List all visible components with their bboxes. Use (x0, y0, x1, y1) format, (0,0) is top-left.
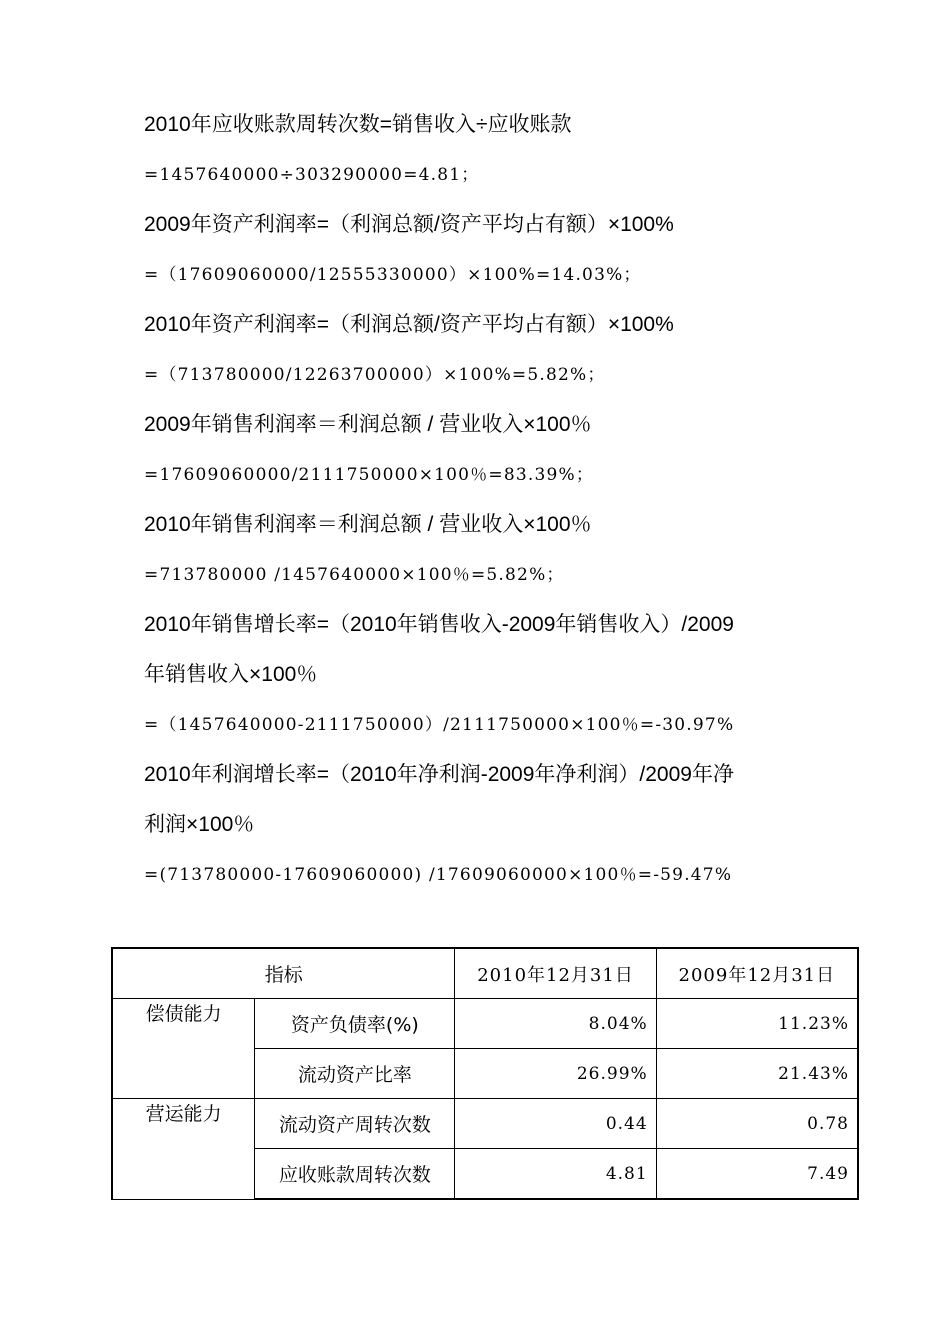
table-row (112, 999, 858, 1049)
formula-line: 2010年资产利润率=（利润总额/资产平均占有额）×100% (144, 313, 674, 336)
value-2009: 7.49 (656, 1149, 858, 1200)
formula-line: =713780000 /1457640000×100％=5.82%； (144, 565, 565, 585)
formula-line: =1457640000÷303290000=4.81； (144, 165, 480, 185)
row-label: 应收账款周转次数 (255, 1149, 455, 1200)
formula-line: 2010年利润增长率=（2010年净利润-2009年净利润）/2009年净 (144, 763, 734, 786)
group-solvency: 偿债能力 (112, 999, 255, 1099)
value-2009: 0.78 (656, 1099, 858, 1149)
row-label: 流动资产比率 (255, 1049, 455, 1099)
formula-line: =17609060000/2111750000×100％=83.39%； (144, 465, 595, 485)
formula-line: 2010年销售增长率=（2010年销售收入-2009年销售收入）/2009 (144, 613, 734, 636)
formula-line: =（713780000/12263700000）×100%=5.82%； (144, 365, 606, 385)
row-label: 流动资产周转次数 (255, 1099, 455, 1149)
value-2010: 0.44 (455, 1099, 656, 1149)
formula-block (144, 107, 844, 907)
row-label: 资产负债率(%) (255, 999, 455, 1049)
formula-line: 2009年资产利润率=（利润总额/资产平均占有额）×100% (144, 213, 674, 236)
value-2009: 21.43% (656, 1049, 858, 1099)
value-2010: 26.99% (455, 1049, 656, 1099)
formula-line: =（1457640000-2111750000）/2111750000×100％=-30.97% (144, 715, 735, 735)
header-2009: 2009年12月31日 (656, 948, 858, 999)
formula-line: 2009年销售利润率＝利润总额 / 营业收入×100％ (144, 413, 592, 436)
formula-line: =（17609060000/12555330000）×100%=14.03%； (144, 265, 642, 285)
value-2009: 11.23% (656, 999, 858, 1049)
table-row (112, 1099, 858, 1149)
financial-indicators-table (111, 947, 859, 1200)
formula-line: 2010年销售利润率＝利润总额 / 营业收入×100％ (144, 513, 592, 536)
formula-line: 利润×100％ (144, 813, 255, 836)
group-operating: 营运能力 (112, 1099, 255, 1200)
formula-line: =(713780000-17609060000) /17609060000×100％=-59.47% (144, 865, 733, 885)
header-2010: 2010年12月31日 (455, 948, 656, 999)
table-header-row (112, 948, 858, 999)
formula-line: 2010年应收账款周转次数=销售收入÷应收账款 (144, 113, 572, 136)
header-indicator: 指标 (112, 948, 455, 999)
value-2010: 4.81 (455, 1149, 656, 1200)
formula-line: 年销售收入×100％ (144, 663, 318, 686)
value-2010: 8.04% (455, 999, 656, 1049)
